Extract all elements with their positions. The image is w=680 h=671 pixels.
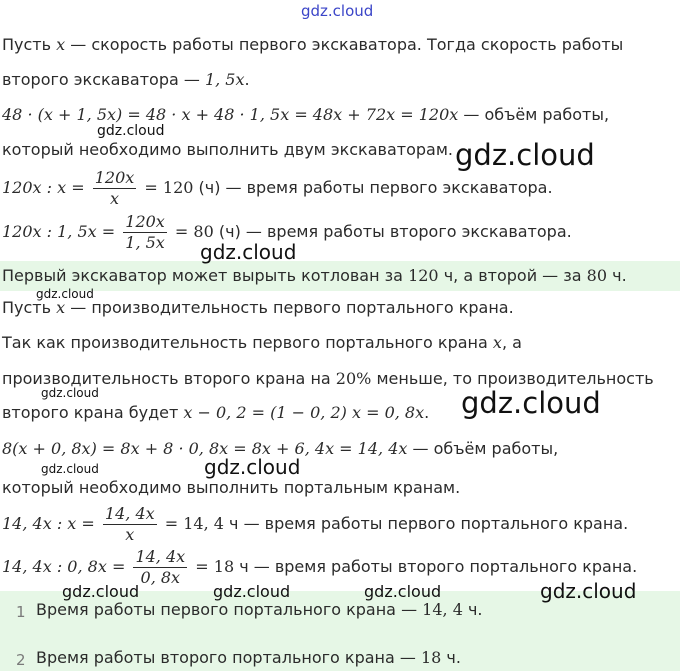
watermark: gdz.cloud	[213, 582, 291, 601]
math: 8(x + 0, 8x) = 8x + 8 · 0, 8x = 8x + 6, 4x = 14, 4x	[2, 439, 408, 458]
answer-number: 1	[16, 603, 26, 621]
math: 120x : 1, 5x =	[2, 222, 116, 241]
text-line	[2, 139, 453, 161]
math: 120x : x =	[2, 178, 85, 197]
text: ч, а второй — за	[438, 266, 587, 285]
math: = 18	[195, 557, 235, 576]
text: второго крана будет	[2, 403, 184, 422]
watermark: gdz.cloud	[41, 386, 99, 400]
fraction	[133, 547, 187, 588]
watermark-top: gdz.cloud	[301, 2, 374, 20]
text: производительность второго крана на	[2, 369, 336, 388]
watermark: gdz.cloud	[200, 240, 297, 264]
math: x	[56, 35, 66, 54]
numerator: 120x	[125, 212, 165, 231]
text: Время работы первого портального крана —	[36, 600, 423, 619]
math: 20%	[335, 369, 372, 388]
denominator: x	[125, 525, 135, 544]
math: 14, 4	[422, 600, 463, 619]
text: который необходимо выполнить двум экскаваторам.	[2, 140, 453, 159]
text: второго экскаватора —	[2, 70, 205, 89]
math: = 14, 4	[164, 514, 224, 533]
math: 48 · (x + 1, 5x) = 48 · x + 48 · 1, 5x = 48x + 72x = 120x	[2, 105, 459, 124]
numerator: 14, 4x	[135, 547, 186, 566]
text-line	[2, 332, 522, 354]
watermark: gdz.cloud	[97, 123, 165, 139]
math: = 80	[174, 222, 214, 241]
text: ч.	[462, 600, 483, 619]
math: x	[56, 298, 66, 317]
answer-number: 2	[16, 651, 26, 669]
text: .	[424, 403, 430, 422]
numerator: 14, 4x	[104, 504, 155, 523]
text: — производительность первого портального крана.	[65, 298, 514, 317]
text: .	[244, 70, 250, 89]
denominator: x	[110, 189, 120, 208]
math: 18	[420, 648, 442, 667]
math: 1, 5x	[204, 70, 245, 89]
equation-line	[2, 166, 553, 210]
text: Время работы второго портального крана —	[36, 648, 421, 667]
math: 14, 4x : x =	[2, 514, 95, 533]
answer-line	[2, 265, 627, 287]
math: 120	[408, 266, 439, 285]
math: 14, 4x : 0, 8x =	[2, 557, 126, 576]
text: , а	[501, 333, 522, 352]
text-line	[2, 34, 623, 56]
watermark: gdz.cloud	[36, 287, 94, 301]
text: — скорость работы первого экскаватора. Тогда скорость работы	[65, 35, 624, 54]
text: который необходимо выполнить портальным кранам.	[2, 478, 461, 497]
answer-item	[36, 600, 483, 619]
text-line	[2, 402, 429, 424]
equation-line	[2, 104, 609, 126]
denominator: 1, 5x	[125, 233, 165, 252]
watermark: gdz.cloud	[540, 579, 637, 603]
watermark: gdz.cloud	[62, 582, 140, 601]
text: Первый экскаватор может вырыть котлован за	[2, 266, 409, 285]
text: Пусть	[2, 35, 57, 54]
text: (ч) — время работы второго экскаватора.	[213, 222, 572, 241]
math: x	[492, 333, 502, 352]
text: ч — время работы второго портального крана.	[234, 557, 638, 576]
text: Так как производительность первого портального крана	[2, 333, 493, 352]
answer-item	[36, 648, 461, 667]
math: = 120	[144, 178, 194, 197]
text: — объём работы,	[458, 105, 610, 124]
fraction	[123, 212, 167, 253]
text: — объём работы,	[407, 439, 559, 458]
text: (ч) — время работы первого экскаватора.	[193, 178, 553, 197]
math: 80	[586, 266, 608, 285]
numerator: 120x	[94, 168, 135, 187]
fraction	[103, 504, 157, 545]
watermark: gdz.cloud	[455, 138, 595, 172]
text-line	[2, 69, 250, 91]
text-line	[2, 477, 460, 499]
math: x − 0, 2 = (1 − 0, 2) x = 0, 8x	[183, 403, 425, 422]
text: ч.	[441, 648, 461, 667]
equation-line	[2, 502, 628, 546]
watermark: gdz.cloud	[364, 582, 442, 601]
text: Пусть	[2, 298, 57, 317]
watermark: gdz.cloud	[461, 386, 601, 420]
fraction	[93, 168, 137, 209]
denominator: 0, 8x	[140, 568, 181, 587]
text: ч — время работы первого портального крана.	[223, 514, 629, 533]
watermark: gdz.cloud	[204, 455, 301, 479]
watermark: gdz.cloud	[41, 462, 99, 476]
text: меньше, то производительность	[371, 369, 654, 388]
text: ч.	[607, 266, 627, 285]
